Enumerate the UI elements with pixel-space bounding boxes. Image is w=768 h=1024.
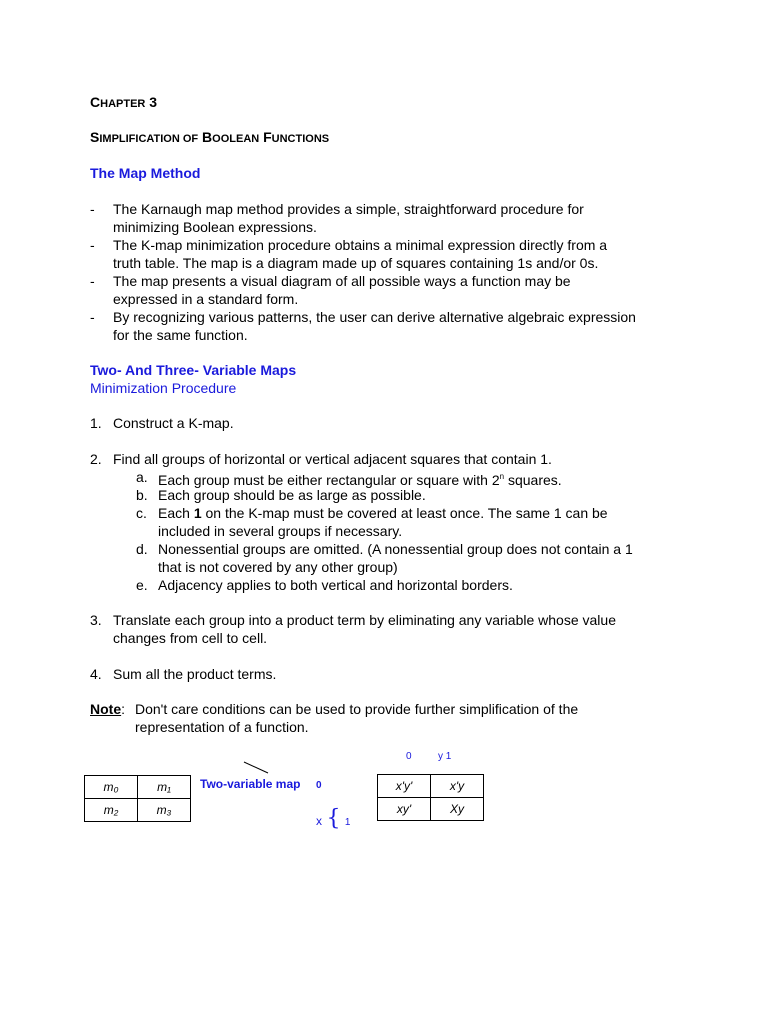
bullet-1-line-1: The Karnaugh map method provides a simple, straightforward procedure for <box>113 201 584 217</box>
section-title <box>90 129 329 145</box>
sub-c-post: on the K-map must be covered at least once. The same 1 can be <box>201 505 608 521</box>
bullet-dash: - <box>90 237 95 253</box>
minterm-cell: m₂ <box>85 799 138 822</box>
note-line-1: Don't care conditions can be used to provide further simplification of the <box>135 701 579 717</box>
sub-c-bold-one: 1 <box>193 505 202 521</box>
map-method-heading: The Map Method <box>90 165 201 181</box>
table-row <box>378 798 484 821</box>
minterm-cell: m₁ <box>138 776 191 799</box>
step-4-text: Sum all the product terms. <box>113 666 277 682</box>
chapter-initial: C <box>90 94 101 110</box>
bullet-4-line-2: for the same function. <box>113 327 248 343</box>
brace-icon: { <box>326 806 341 831</box>
sub-a-superscript: n <box>499 472 505 481</box>
bullet-3-line-2: expressed in a standard form. <box>113 291 299 307</box>
bullet-dash: - <box>90 201 95 217</box>
term-cell: Xy <box>431 798 484 821</box>
row-one-label: 1 <box>344 817 351 828</box>
note-line-2: representation of a function. <box>135 719 309 735</box>
sub-c-pre: Each <box>158 505 194 521</box>
minterm-cell: m₃ <box>138 799 191 822</box>
two-three-heading: Two- And Three- Variable Maps <box>90 362 297 378</box>
bullet-4-line-1: By recognizing various patterns, the user can derive alternative algebraic expression <box>113 309 636 325</box>
table-row <box>85 799 191 822</box>
bullet-1 <box>113 200 693 236</box>
bullet-2 <box>113 236 693 272</box>
x-variable-group <box>316 806 350 831</box>
bullet-4 <box>113 308 713 344</box>
bullet-2-line-1: The K-map minimization procedure obtains a minimal expression directly from a <box>113 237 608 253</box>
sub-a-label: a. <box>136 469 148 485</box>
title-s-rest: IMPLIFICATION OF <box>99 133 199 145</box>
sub-a-pre: Each group must be either rectangular or square with 2 <box>158 472 500 488</box>
note-colon: : <box>121 701 126 717</box>
sub-e-label: e. <box>136 577 148 593</box>
term-cell: xy' <box>378 798 431 821</box>
bullet-dash: - <box>90 309 95 325</box>
title-b: B <box>202 129 213 145</box>
bullet-dash: - <box>90 273 95 289</box>
minterm-cell: m₀ <box>85 776 138 799</box>
product-term-table <box>377 774 484 821</box>
y-variable-label: y 1 <box>438 751 452 762</box>
chapter-number: 3 <box>149 94 158 110</box>
sub-a-post: squares. <box>504 472 562 488</box>
sub-b-text: Each group should be as large as possible. <box>158 487 426 503</box>
step-1-text: Construct a K-map. <box>113 415 234 431</box>
sub-d-line-2: that is not covered by any other group) <box>158 559 398 575</box>
term-cell: x'y <box>431 775 484 798</box>
sub-c-label: c. <box>136 505 147 521</box>
step-2-number: 2. <box>90 451 102 467</box>
minterm-table <box>84 775 191 822</box>
sub-d-line-1: Nonessential groups are omitted. (A nonessential group does not contain a 1 <box>158 541 633 557</box>
step-3-number: 3. <box>90 612 102 628</box>
figure-caption: Two-variable map <box>200 777 301 791</box>
x-variable-label: x <box>316 814 322 828</box>
column-zero-label: 0 <box>406 751 412 762</box>
term-cell: x'y' <box>378 775 431 798</box>
sub-d-label: d. <box>136 541 148 557</box>
chapter-word-rest: HAPTER <box>100 98 146 110</box>
sub-c-text <box>158 504 608 522</box>
chapter-heading <box>90 94 157 110</box>
bullet-3 <box>113 272 693 308</box>
step-1-number: 1. <box>90 415 102 431</box>
note-label <box>90 700 125 718</box>
note-word: Note <box>90 701 122 717</box>
step-2-text: Find all groups of horizontal or vertical adjacent squares that contain 1. <box>113 451 552 467</box>
minimization-subheading: Minimization Procedure <box>90 380 237 396</box>
bullet-1-line-2: minimizing Boolean expressions. <box>113 219 317 235</box>
step-4-number: 4. <box>90 666 102 682</box>
step-3-line-1: Translate each group into a product term by eliminating any variable whose value <box>113 612 616 628</box>
table-row <box>85 776 191 799</box>
sub-c-line-2: included in several groups if necessary. <box>158 523 403 539</box>
step-3-line-2: changes from cell to cell. <box>113 630 268 646</box>
row-zero-label: 0 <box>316 780 322 791</box>
title-s: S <box>90 129 100 145</box>
title-f-rest: UNCTIONS <box>271 133 330 145</box>
caption-pointer-line <box>242 760 272 776</box>
title-b-rest: OOLEAN <box>212 133 260 145</box>
title-f: F <box>263 129 272 145</box>
bullet-3-line-1: The map presents a visual diagram of all possible ways a function may be <box>113 273 571 289</box>
table-row <box>378 775 484 798</box>
bullet-2-line-2: truth table. The map is a diagram made up of squares containing 1s and/or 0s. <box>113 255 599 271</box>
sub-e-text: Adjacency applies to both vertical and horizontal borders. <box>158 577 513 593</box>
sub-b-label: b. <box>136 487 148 503</box>
